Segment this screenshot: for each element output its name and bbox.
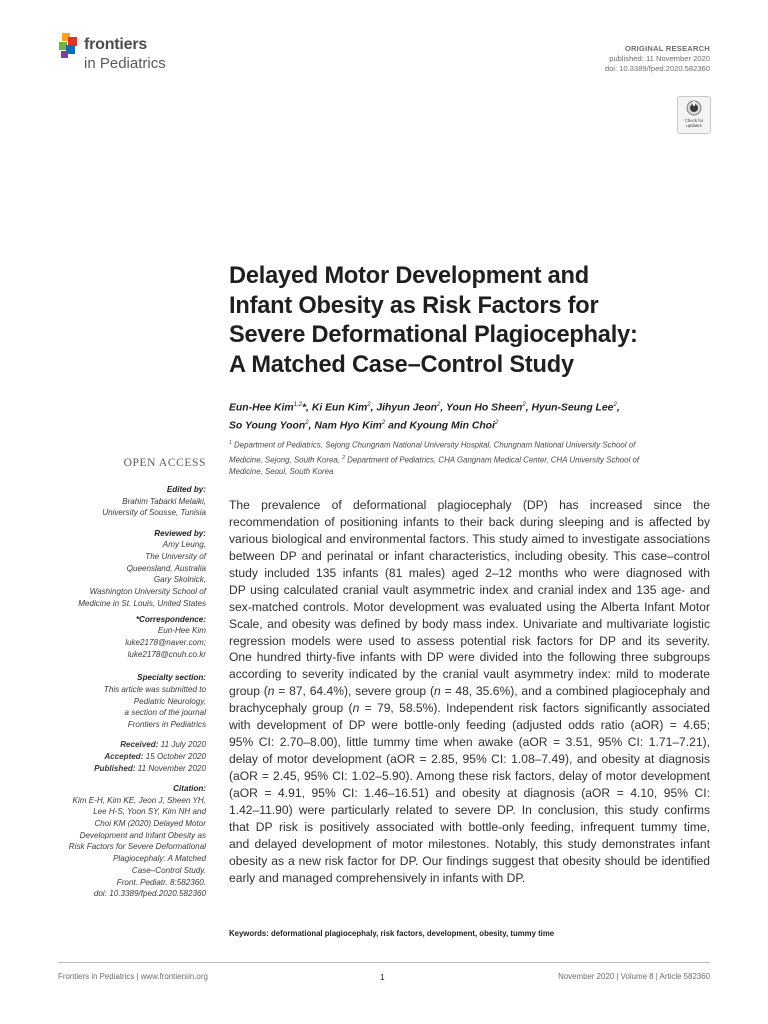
abstract-line: Scale, and obesity was defined by body mass index. Univariate and multivariate logistic xyxy=(229,616,710,631)
reviewed-by-heading: Reviewed by: xyxy=(154,528,206,538)
author-name[interactable]: Ki Eun Kim xyxy=(311,402,368,414)
accepted-date: Accepted: 15 October 2020 xyxy=(104,752,206,762)
correspondence-name: Eun-Hee Kim xyxy=(157,626,206,636)
citation-line: Development and Infant Obesity as xyxy=(79,830,206,840)
author-name[interactable]: So Young Yoon xyxy=(229,420,306,432)
abstract-line: with development of DP were bottle-only feeding (adjusted odds ratio (aOR) = 4.65; xyxy=(229,718,710,733)
article-title xyxy=(229,262,709,380)
published-date-sidebar: Published: 11 November 2020 xyxy=(94,763,206,773)
article-type: ORIGINAL RESEARCH xyxy=(624,44,710,53)
published-date: published: 11 November 2020 xyxy=(609,54,710,63)
doi-link[interactable]: doi: 10.3389/fped.2020.582360 xyxy=(604,64,710,73)
author-name[interactable]: Youn Ho Sheen xyxy=(445,402,523,414)
abstract-line: between DP and perinatal or infant characteristics, including obesity. This case–control xyxy=(229,548,710,563)
citation-line: Front. Pediatr. 8:582360. xyxy=(116,877,206,887)
journal-logo[interactable] xyxy=(58,33,198,81)
abstract-line: sex-matched controls. Motor development was evaluated using the Alberta Infant Motor xyxy=(229,599,710,614)
abstract-line: brachycephaly group (n = 79, 58.5%). Independent risk factors significantly associated xyxy=(229,701,710,716)
specialty-line: a section of the journal xyxy=(124,708,206,718)
abstract-line: group (n = 87, 64.4%), severe group (n = 48, 35.6%), and a combined plagiocephaly and xyxy=(229,684,710,699)
abstract-line: and delayed development of motor milestones. Notably, this study demonstrates infant xyxy=(229,836,710,851)
citation-heading: Citation: xyxy=(173,783,206,793)
keywords-text: deformational plagiocephaly, risk factors, development, obesity, tummy time xyxy=(271,929,555,938)
abstract-line: that DP risk is positively associated with bottle-only feeding, infrequent tummy time, xyxy=(229,819,710,834)
editor-line: University of Sousse, Tunisia xyxy=(102,508,206,518)
abstract-line: DP using calculated cranial vault asymmetric index and cranial index and 135 age- and xyxy=(229,582,710,597)
citation-line: Kim E-H, Kim KE, Jeon J, Sheen YH, xyxy=(72,795,206,805)
reviewer-line: Medicine in St. Louis, United States xyxy=(78,598,206,608)
affiliation-text: Department of Pediatrics, Sejong Chungnam National University Hospital, Chungnam National University School of xyxy=(233,440,636,450)
reviewer-line: Amy Leung, xyxy=(162,540,206,550)
abstract-line: various biological and environmental factors. This study aimed to investigate associations xyxy=(229,531,710,546)
logo-wordmark: frontiers xyxy=(84,36,148,53)
reviewer-line: Queensland, Australia xyxy=(126,563,206,573)
abstract-line: (aOR = 2.45, 95% CI: 1.02–5.90). Among these risk factors, delay of motor development xyxy=(229,769,710,783)
check-for-updates-icon xyxy=(686,100,702,116)
author-affiliation-mark: 2 xyxy=(367,402,371,408)
abstract-line: according to severity indicated by the cranial vault asymmetry index: mild to moderate xyxy=(229,667,710,682)
specialty-line: This article was submitted to xyxy=(103,685,206,695)
specialty-line: Pediatric Neurology, xyxy=(133,696,206,706)
correspondence-email[interactable]: luke2178@naver.com; xyxy=(125,637,206,647)
abstract xyxy=(229,497,710,887)
author-affiliation-mark: 2 xyxy=(305,419,309,426)
logo-journal-name: in Pediatrics xyxy=(84,55,166,72)
affiliation-text: Medicine, Sejong, South Korea, xyxy=(229,455,340,465)
article-header-meta xyxy=(605,44,710,74)
page-number: 1 xyxy=(380,972,385,982)
article-sidebar xyxy=(36,484,206,900)
abstract-line: obesity as a new risk factor for DP. Our findings suggest that obesity should be identified xyxy=(229,853,710,868)
open-access-label: OPEN ACCESS xyxy=(123,457,206,469)
author-affiliation-mark: 1,2 xyxy=(293,402,303,408)
abstract-line: 1.42–11.90) were particularly related to severe DP. In conclusion, this study confirms xyxy=(229,802,710,817)
citation-line: Case–Control Study. xyxy=(131,865,206,875)
abstract-line: regression models were used to assess potential risk factors for DP and its severity. xyxy=(229,633,710,648)
title-line: Delayed Motor Development and xyxy=(229,263,589,289)
badge-label-2: updates xyxy=(686,123,702,128)
author-affiliation-mark: 2 xyxy=(437,402,441,408)
specialty-line: Frontiers in Pediatrics xyxy=(127,720,206,730)
author-list: Eun-Hee Kim$^{1,2}$*, Ki Eun Kim$^2$, Jihyun Jeon$^2$, Youn Ho Sheen$^2$, Hyun-Seung Lee$^2$, So Young Yoon$^2$, Nam Hyo Kim$^2$ and Kyoung Min Choi$^2$ xyxy=(229,402,620,432)
abstract-line: study included 135 infants (81 males) aged 2–12 months who were diagnosed with xyxy=(229,565,710,580)
affiliation-text: Department of Pediatrics, CHA Gangnam Medical Center, CHA University School of xyxy=(347,455,640,465)
citation-line: Choi KM (2020) Delayed Motor xyxy=(94,819,206,829)
citation-line: Risk Factors for Severe Deformational xyxy=(68,842,206,852)
affiliation-number: 2 xyxy=(342,454,345,461)
editor-line: Brahim Tabarki Melaiki, xyxy=(122,496,206,506)
affiliation-number: 1 xyxy=(229,440,232,446)
author-affiliation-mark: 2 xyxy=(381,419,386,426)
citation-line: Lee H-S, Yoon SY, Kim NH and xyxy=(93,807,206,817)
reviewer-line: The University of xyxy=(145,552,206,562)
abstract-line: early and managed comprehensively in infants with DP. xyxy=(229,870,526,885)
correspondence-heading: *Correspondence: xyxy=(135,614,206,624)
abstract-line: recommendation of positioning infants to their back during sleeping and is affected by xyxy=(229,514,710,529)
author-affiliation-mark: 2 xyxy=(613,402,617,408)
author-name[interactable]: Eun-Hee Kim xyxy=(229,402,294,414)
title-line: A Matched Case–Control Study xyxy=(229,351,574,378)
edited-by-heading: Edited by: xyxy=(166,485,206,494)
author-affiliation-mark: 2 xyxy=(522,402,526,408)
check-for-updates-badge[interactable] xyxy=(677,96,711,134)
citation-doi[interactable]: doi: 10.3389/fped.2020.582360 xyxy=(93,889,206,899)
correspondence-email[interactable]: luke2178@cnuh.co.kr xyxy=(127,649,206,659)
abstract-line: The prevalence of deformational plagiocephaly (DP) has increased since the xyxy=(229,498,710,512)
abstract-line: One hundred thirty-five infants with DP were divided into the following three subgroups xyxy=(229,650,710,665)
badge-label: Check for xyxy=(684,118,704,123)
received-date: Received: 11 July 2020 xyxy=(120,740,206,750)
affiliations xyxy=(229,437,709,478)
title-line: Infant Obesity as Risk Factors for xyxy=(229,292,599,319)
affiliation-text: Medicine, Seoul, South Korea xyxy=(229,467,334,477)
citation-line: Plagiocephaly: A Matched xyxy=(113,854,206,864)
title-line: Severe Deformational Plagiocephaly: xyxy=(229,322,638,348)
abstract-line: delay of motor development (aOR = 2.85, 95% CI: 1.08–7.49), and obesity at diagnosis xyxy=(229,752,710,767)
author-name[interactable]: Nam Hyo Kim xyxy=(314,420,382,432)
abstract-line: 95% CI: 2.70–8.00), little tummy time when awake (aOR = 3.51, 95% CI: 1.71–7.21), xyxy=(229,735,710,750)
abstract-line: (aOR = 4.91, 95% CI: 1.46–16.51) and obesity at diagnosis (aOR = 4.10, 95% CI: xyxy=(229,785,710,800)
reviewer-line: Washington University School of xyxy=(89,587,206,597)
keywords xyxy=(229,929,710,938)
author-name[interactable]: Jihyun Jeon xyxy=(376,402,438,414)
keywords-label: Keywords: xyxy=(229,929,269,938)
author-name[interactable]: Kyoung Min Choi xyxy=(409,420,495,432)
author-name[interactable]: Hyun-Seung Lee xyxy=(531,402,614,414)
specialty-section-heading: Specialty section: xyxy=(137,673,206,683)
footer-journal-url[interactable]: Frontiers in Pediatrics | www.frontiersin.org xyxy=(58,972,208,981)
footer-volume-info: November 2020 | Volume 8 | Article 582360 xyxy=(558,972,710,981)
frontiers-logo-icon xyxy=(58,33,82,59)
reviewer-line: Gary Skolnick, xyxy=(153,575,206,585)
footer-divider xyxy=(58,962,710,963)
author-affiliation-mark: 2 xyxy=(494,419,499,426)
